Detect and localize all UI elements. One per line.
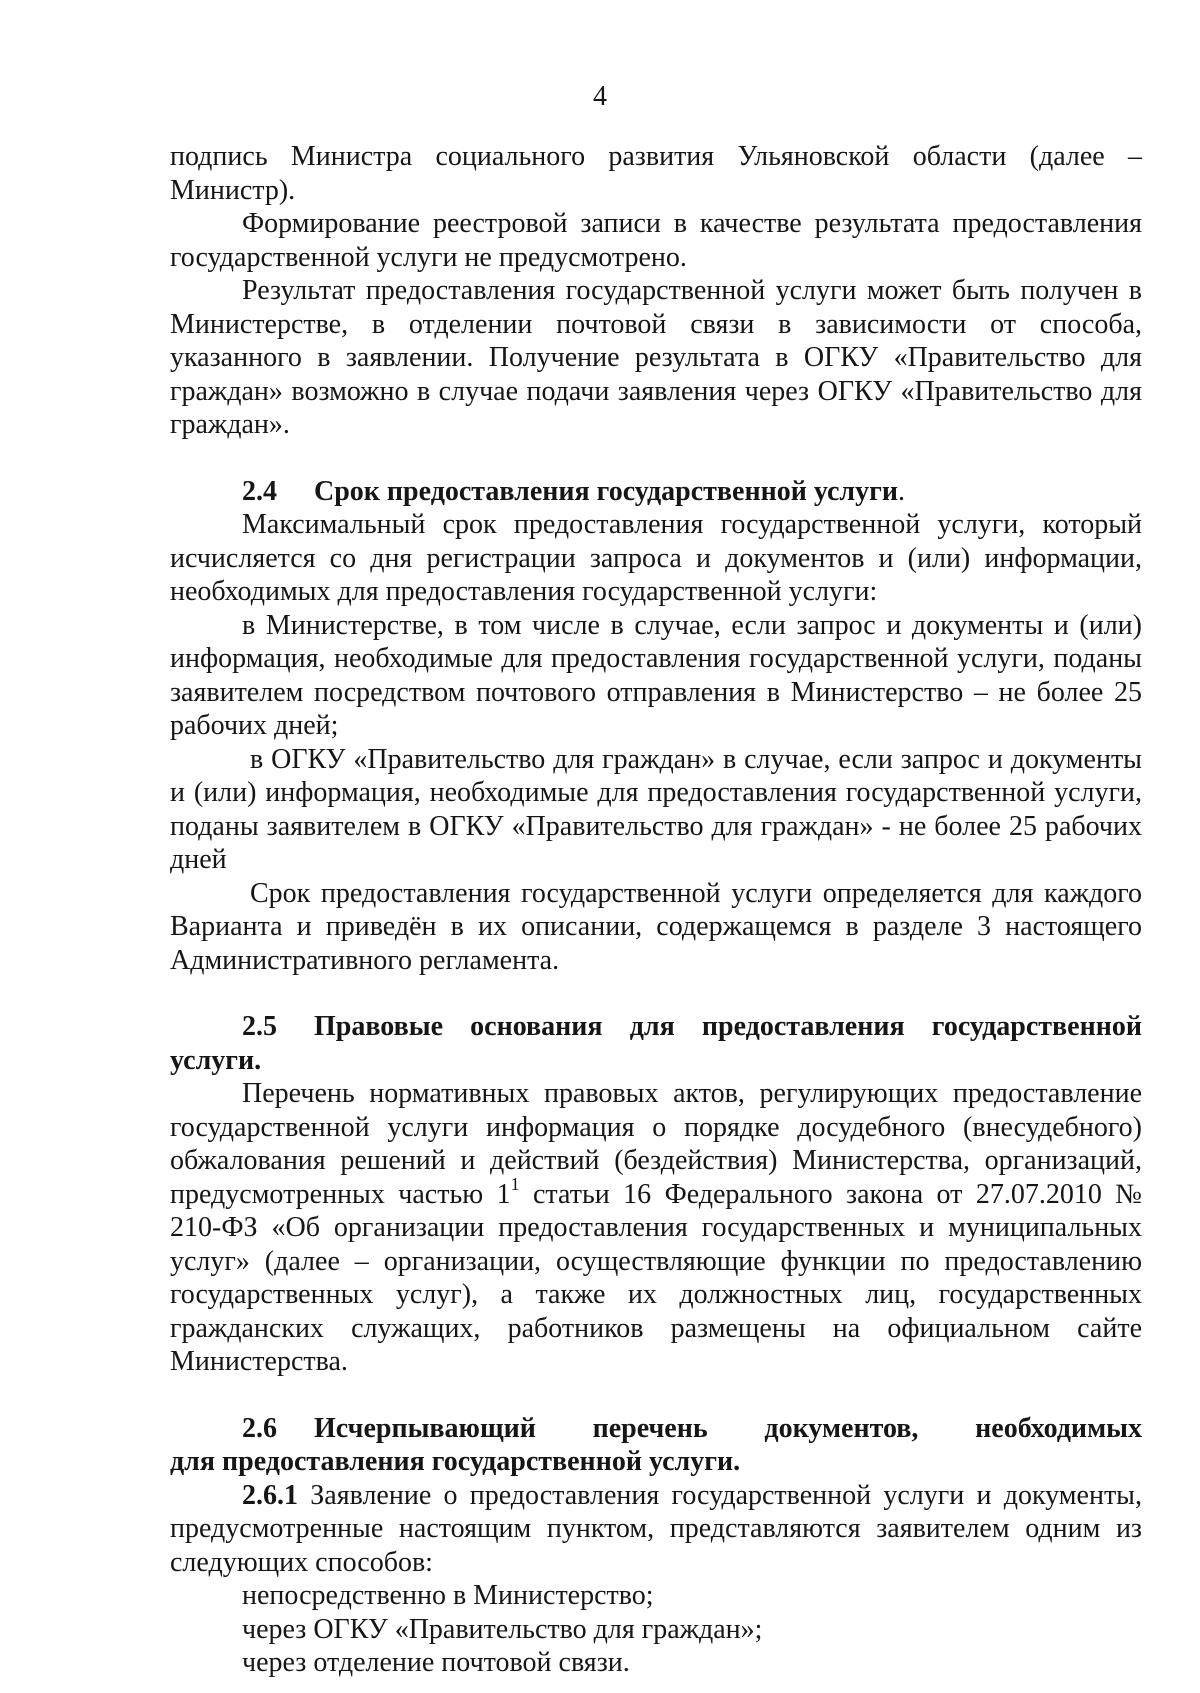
section-title: Исчерпывающий перечень документов, необходимых: [314, 1412, 1142, 1444]
section-number: 2.5: [242, 1011, 277, 1042]
text-run: Перечень нормативных правовых актов, регулирующих предоставление государственной услуги информация о порядке досудебного (внесудебного) обжалования решений и действий (бездействия) Министерства, организаций, предусмотренных частью 1: [170, 1078, 1142, 1210]
paragraph: Формирование реестровой записи в качестве результата предоставления государственной услуги не предусмотрено.: [170, 208, 1142, 273]
paragraph: в Министерстве, в том числе в случае, если запрос и документы и (или) информация, необходимые для предоставления государственной услуги, поданы заявителем посредством почтового отправления в Министерство – не более 25 рабочих дней;: [170, 609, 1142, 741]
section-heading-2-6: [170, 1412, 1142, 1446]
section-title: Правовые основания для предоставления государственной услуги.: [170, 1011, 1142, 1076]
section-number: 2.6: [242, 1412, 277, 1444]
list-item: непосредственно в Министерство;: [242, 1580, 654, 1611]
document-body: [170, 140, 1142, 1680]
paragraph: [170, 1077, 1142, 1379]
paragraph: Срок предоставления государственной услуги определяется для каждого Варианта и приведён в их описании, содержащемся в разделе 3 настоящего Административного регламента.: [170, 877, 1142, 976]
paragraph: Максимальный срок предоставления государственной услуги, который исчисляется со дня регистрации запроса и документов и (или) информации, необходимых для предоставления государственной услуги:: [170, 509, 1142, 607]
paragraph: Результат предоставления государственной услуги может быть получен в Министерстве, в отделении почтовой связи в зависимости от способа, указанного в заявлении. Получение результата в ОГКУ «Правительство для граждан» возможно в случае подачи заявления через ОГКУ «Правительство для граждан».: [170, 275, 1142, 440]
text-run: Заявление о предоставления государственной услуги и документы, предусмотренные настоящим пунктом, представляются заявителем одним из следующих способов:: [170, 1479, 1142, 1578]
paragraph: [170, 1479, 1142, 1580]
list-item: через ОГКУ «Правительство для граждан»;: [242, 1613, 763, 1645]
paragraph: подпись Министра социального развития Ульяновской области (далее – Министр).: [170, 141, 1142, 206]
subsection-number: 2.6.1: [242, 1479, 298, 1511]
section-heading-2-4: [170, 475, 1142, 509]
section-number: 2.4: [242, 475, 277, 507]
paragraph: в ОГКУ «Правительство для граждан» в случае, если запрос и документы и (или) информация, необходимые для предоставления государственной услуги, поданы заявителем в ОГКУ «Правительство для граждан» - не более 25 рабочих дней: [170, 743, 1142, 875]
section-heading-2-5: [170, 1010, 1142, 1077]
superscript: 1: [510, 1174, 520, 1195]
text-run: статьи 16 Федерального закона от 27.07.2010 № 210-ФЗ «Об организации предоставления государственных и муниципальных услуг» (далее – организации, осуществляющие функции по предоставлению государственных услуг), а также их должностных лиц, государственных гражданских служащих, работников размещены на официальном сайте Министерства.: [170, 1178, 1142, 1377]
list-item: через отделение почтовой связи.: [242, 1647, 630, 1678]
page-number: 4: [593, 81, 607, 112]
section-title: Срок предоставления государственной услуги: [314, 475, 898, 507]
section-title-end: .: [897, 475, 905, 507]
section-title-line2: для предоставления государственной услуги.: [170, 1446, 741, 1477]
